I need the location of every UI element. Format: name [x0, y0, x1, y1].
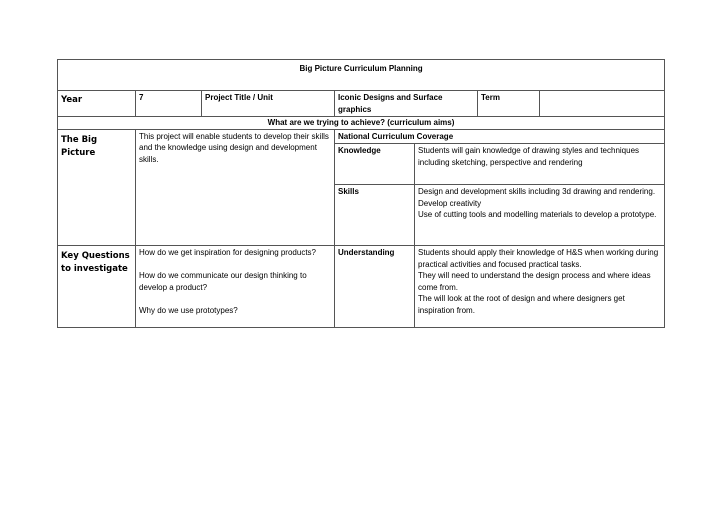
project-title-label: Project Title / Unit: [202, 91, 335, 117]
big-picture-text: This project will enable students to develop their skills and the knowledge using design and development skills.: [136, 129, 335, 246]
understanding-text: [415, 246, 665, 328]
key-questions-row: [58, 246, 665, 328]
understanding-label: Understanding: [335, 246, 415, 328]
key-questions-label: Key Questions to investigate: [58, 246, 136, 328]
skills-line: Design and development skills including 3d drawing and rendering.: [418, 187, 656, 196]
skills-label: Skills: [335, 185, 415, 246]
key-question: How do we get inspiration for designing products?: [139, 248, 316, 257]
knowledge-label: Knowledge: [335, 144, 415, 185]
key-question: How do we communicate our design thinking to develop a product?: [139, 271, 307, 292]
key-questions-text: [136, 246, 335, 328]
term-value: [540, 91, 665, 117]
term-label: Term: [478, 91, 540, 117]
skills-line: Develop creativity: [418, 198, 482, 208]
year-value: 7: [136, 91, 202, 117]
knowledge-text: Students will gain knowledge of drawing styles and techniques including sketching, perspective and rendering: [415, 144, 665, 185]
big-picture-row-1: [58, 129, 665, 144]
national-curriculum-heading: National Curriculum Coverage: [335, 129, 665, 144]
understanding-line: Students should apply their knowledge of H&S when working during practical activities and focused practical tasks.: [418, 248, 659, 269]
understanding-line: They will need to understand the design process and where ideas come from.: [418, 271, 651, 292]
year-row: [58, 91, 665, 117]
key-question: Why do we use prototypes?: [139, 305, 238, 315]
title-row: [58, 60, 665, 91]
curriculum-aims-heading: What are we trying to achieve? (curriculum aims): [58, 117, 665, 130]
skills-text: [415, 185, 665, 246]
year-label: Year: [58, 91, 136, 117]
skills-line: Use of cutting tools and modelling materials to develop a prototype.: [418, 210, 657, 219]
understanding-line: The will look at the root of design and where designers get inspiration from.: [418, 294, 625, 315]
project-title-value: Iconic Designs and Surface graphics: [335, 91, 478, 117]
curriculum-planning-table: [57, 59, 665, 328]
aims-row: [58, 117, 665, 130]
big-picture-label: The Big Picture: [58, 129, 136, 246]
document-title: Big Picture Curriculum Planning: [58, 60, 665, 91]
